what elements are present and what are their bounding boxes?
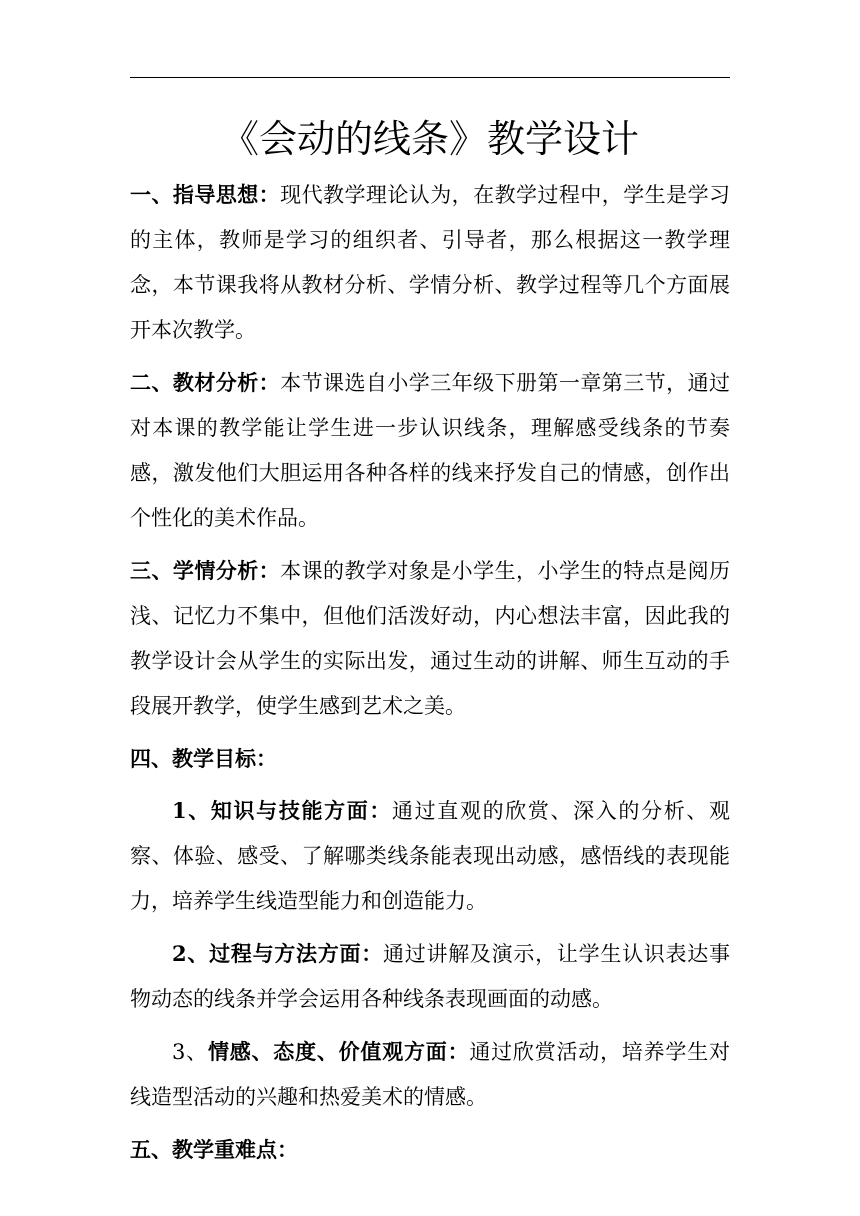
objective-process-methods bbox=[130, 931, 730, 1022]
objective-number: 3、 bbox=[172, 1040, 208, 1064]
section-text: 现代教学理论认为，在教学过程中，学生是学习的主体，教师是学习的组织者、引导者，那么根据这一教学理念，本节课我将从教材分析、学情分析、教学过程等几个方面展开本次教学。 bbox=[130, 183, 731, 342]
section-key-difficulties-heading: 五、教学重难点： bbox=[130, 1137, 298, 1162]
objective-knowledge-skills bbox=[130, 788, 730, 924]
objective-text: 通过直观的欣赏、深入的分析、观察、体验、感受、了解哪类线条能表现出动感，感悟线的表现能力，培养学生线造型能力和创造能力。 bbox=[130, 799, 730, 913]
document-title: 《会动的线条》教学设计 bbox=[220, 117, 639, 161]
section-guiding-thought bbox=[130, 172, 730, 353]
objective-number: 2、 bbox=[172, 941, 210, 966]
objective-label: 情感、态度、价值观方面： bbox=[207, 1039, 470, 1064]
section-text: 本节课选自小学三年级下册第一章第三节，通过对本课的教学能让学生进一步认识线条，理解感受线条的节奏感，激发他们大胆运用各种各样的线来抒发自己的情感，创作出个性化的美术作品。 bbox=[130, 371, 731, 530]
objective-text: 通过讲解及演示，让学生认识表达事物动态的线条并学会运用各种线条表现画面的动感。 bbox=[130, 942, 731, 1011]
header-rule bbox=[130, 77, 730, 78]
objective-text: 通过欣赏活动，培养学生对线造型活动的兴趣和热爱美术的情感。 bbox=[130, 1040, 730, 1109]
section-heading: 二、教材分析： bbox=[130, 370, 281, 395]
objective-number: 1、 bbox=[172, 798, 211, 823]
section-teaching-objectives-heading: 四、教学目标： bbox=[130, 746, 277, 771]
objective-label: 过程与方法方面： bbox=[209, 941, 383, 966]
document-body bbox=[130, 172, 730, 1179]
objective-label: 知识与技能方面： bbox=[210, 798, 393, 823]
section-heading: 一、指导思想： bbox=[130, 182, 281, 207]
section-textbook-analysis bbox=[130, 360, 730, 541]
section-learner-analysis bbox=[130, 548, 730, 729]
section-heading: 三、学情分析： bbox=[130, 558, 281, 583]
section-text: 本课的教学对象是小学生，小学生的特点是阅历浅、记忆力不集中，但他们活泼好动，内心想法丰富，因此我的教学设计会从学生的实际出发，通过生动的讲解、师生互动的手段展开教学，使学生感到艺术之美。 bbox=[130, 559, 731, 718]
objective-emotion-attitude-values bbox=[130, 1029, 730, 1120]
